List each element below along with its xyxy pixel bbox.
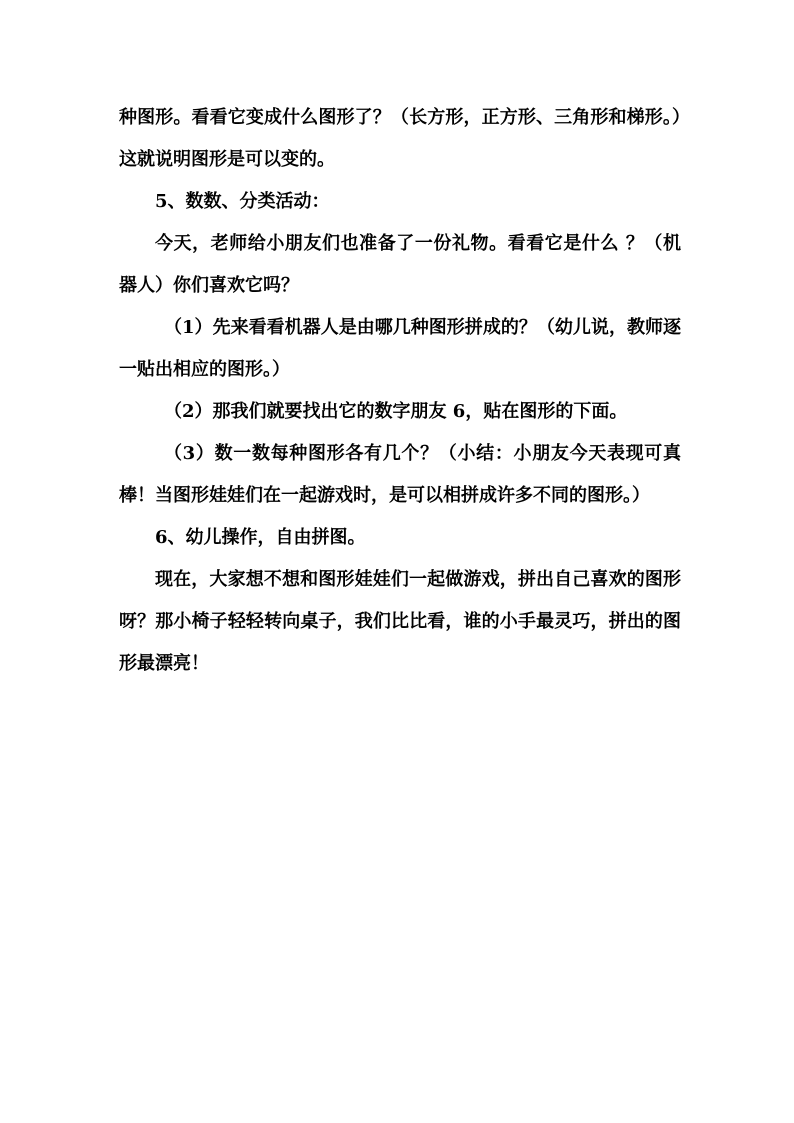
section-heading-operation: 6、幼儿操作，自由拼图。 (155, 527, 366, 548)
paragraph-closing: 现在，大家想不想和图形娃娃们一起做游戏，拼出自己喜欢的图形呀？那小椅子轻轻转向桌子，我们比比看，谁的小手最灵巧，拼出的图形最漂亮！ (119, 569, 681, 674)
paragraph-continuation: 种图形。看看它变成什么图形了？（长方形，正方形、三角形和梯形。）这就说明图形是可以变的。 (119, 107, 681, 170)
list-item-1: （1）先来看看机器人是由哪几种图形拼成的？（幼儿说，教师逐一贴出相应的图形。） (119, 317, 681, 380)
document-body (119, 97, 681, 685)
list-item-2: （2）那我们就要找出它的数字朋友 6，贴在图形的下面。 (164, 401, 628, 422)
list-item-3: （3）数一数每种图形各有几个？（小结：小朋友今天表现可真棒！当图形娃娃们在一起游戏时，是可以相拼成许多不同的图形。） (119, 443, 681, 506)
section-heading-counting: 5、数数、分类活动： (155, 191, 330, 212)
paragraph-gift: 今天，老师给小朋友们也准备了一份礼物。看看它是什么 ？（机器人）你们喜欢它吗？ (119, 233, 681, 296)
